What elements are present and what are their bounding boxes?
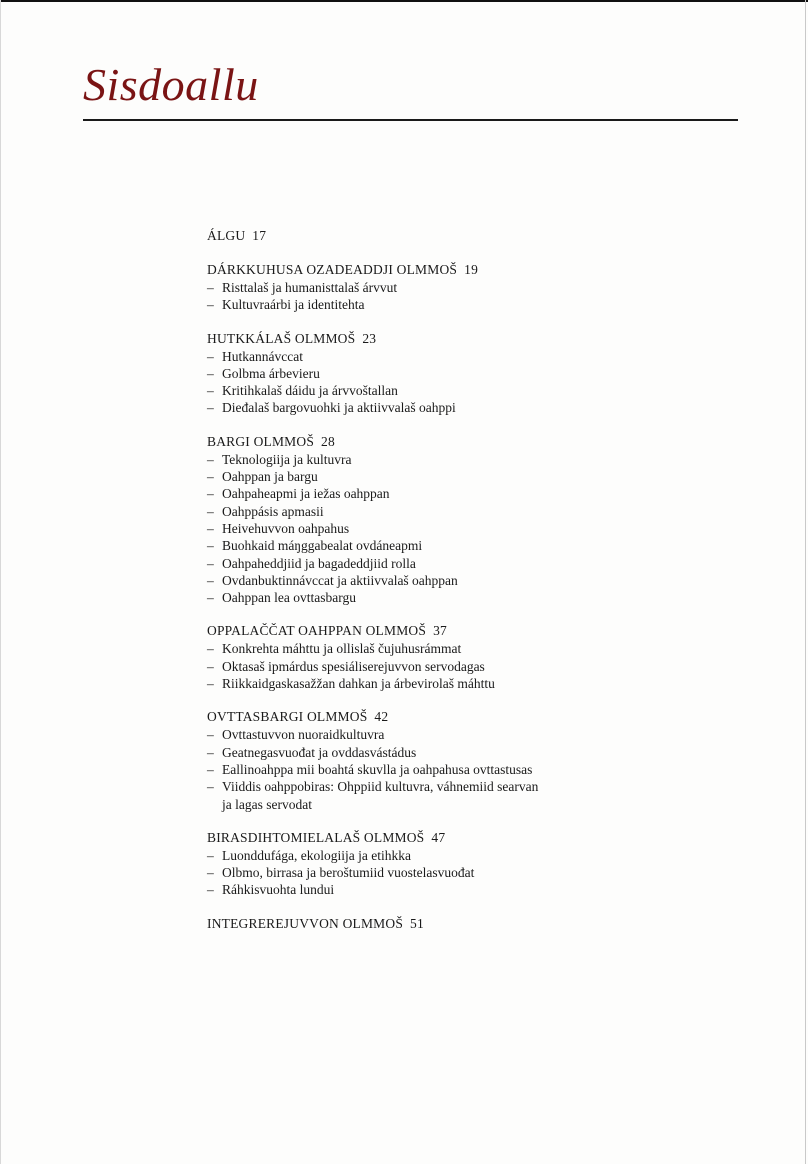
toc-section <box>207 330 727 417</box>
entry-label: Risttalaš ja humanisttalaš árvvut <box>222 280 398 295</box>
entry-label-continuation: ja lagas servodat <box>222 796 312 812</box>
toc-entry[interactable] <box>207 279 727 296</box>
page-title: Sisdoallu <box>83 59 259 110</box>
entry-label: Teknologiija ja kultuvra <box>222 451 352 467</box>
entry-label: Konkrehta máhttu ja ollislaš čujuhusrámmat <box>222 641 462 657</box>
entry-label: Golbma árbevieru <box>222 365 320 381</box>
toc-entry[interactable] <box>207 726 727 743</box>
entry-label: Oahpaheapmi ja iežas oahppan <box>222 486 390 502</box>
entry-dash: – <box>207 761 214 777</box>
entry-label: Ráhkisvuohta lundui <box>222 882 335 898</box>
section-title: HUTKKÁLAŠ OLMMOŠ <box>207 330 356 346</box>
toc-section <box>207 708 727 812</box>
entry-label: Hutkannávccat <box>222 348 303 364</box>
entry-dash: – <box>207 882 214 898</box>
entry-dash: – <box>207 865 214 881</box>
toc-entry[interactable] <box>207 864 727 881</box>
entry-dash: – <box>207 365 214 381</box>
toc-entry[interactable] <box>207 537 727 554</box>
entry-label: Riikkaidgaskasažžan dahkan ja árbevirolaš máhttu <box>222 676 495 692</box>
toc-entry[interactable] <box>207 485 727 502</box>
section-title: OPPALAČČAT OAHPPAN OLMMOŠ <box>207 623 427 639</box>
entry-dash: – <box>207 469 214 485</box>
toc-entry[interactable] <box>207 555 727 572</box>
entry-label: Eallinoahppa mii boahtá skuvlla ja oahpahusa ovttastusas <box>222 761 533 777</box>
entry-label: Geatnegasvuođat ja ovddasvástádus <box>222 744 417 760</box>
section-title: ÁLGU <box>207 228 246 243</box>
section-page-number: 28 <box>321 433 335 449</box>
toc-entry[interactable] <box>207 399 727 416</box>
entry-dash: – <box>207 451 214 467</box>
toc-section <box>207 829 727 899</box>
section-page-number: 23 <box>362 330 377 346</box>
toc-entry[interactable] <box>207 365 727 382</box>
toc-section-heading[interactable] <box>207 227 727 245</box>
toc-section <box>207 622 727 692</box>
toc-section-heading[interactable] <box>207 261 727 279</box>
toc-section-heading[interactable] <box>207 829 727 847</box>
toc-entry[interactable] <box>207 503 727 520</box>
page-left-edge <box>0 0 1 1164</box>
entry-dash: – <box>207 383 214 399</box>
toc-section-heading[interactable] <box>207 330 727 348</box>
entry-label: Oahppan lea ovttasbargu <box>222 590 356 606</box>
toc-section <box>207 433 727 607</box>
toc-entry[interactable] <box>207 881 727 898</box>
entry-dash: – <box>207 779 214 795</box>
entry-label: Kultuvraárbi ja identitehta <box>222 297 365 313</box>
entry-label: Kritihkalaš dáidu ja árvvoštallan <box>222 383 398 399</box>
entry-dash: – <box>207 486 214 502</box>
entry-label: Ovttastuvvon nuoraidkultuvra <box>222 727 385 743</box>
section-title: BARGI OLMMOŠ <box>207 433 315 449</box>
section-page-number: 17 <box>252 228 267 243</box>
entry-label: Dieđalaš bargovuohki ja aktiivvalaš oahppi <box>222 400 456 416</box>
toc-entry[interactable] <box>207 520 727 537</box>
toc-section-heading[interactable] <box>207 915 727 933</box>
toc-section-heading[interactable] <box>207 708 727 726</box>
section-page-number: 42 <box>374 709 389 725</box>
entry-label: Oahpaheddjiid ja bagadeddjiid rolla <box>222 555 416 571</box>
entry-dash: – <box>207 503 214 519</box>
entry-label: Heivehuvvon oahpahus <box>222 520 350 536</box>
toc-section <box>207 915 727 933</box>
entry-dash: – <box>207 348 214 364</box>
section-page-number: 51 <box>410 915 424 931</box>
section-title: INTEGREREJUVVON OLMMOŠ <box>207 915 404 931</box>
toc-entry[interactable] <box>207 675 727 692</box>
entry-label: Luonddufága, ekologiija ja etihkka <box>222 847 411 863</box>
entry-dash: – <box>207 676 214 692</box>
section-title: OVTTASBARGI OLMMOŠ <box>207 709 368 725</box>
toc-entry[interactable] <box>207 296 727 313</box>
entry-dash: – <box>207 641 214 657</box>
entry-label: Buohkaid máŋggabealat ovdáneapmi <box>222 538 423 554</box>
table-of-contents <box>207 227 727 949</box>
entry-dash: – <box>207 280 214 295</box>
page-right-edge <box>805 0 806 1164</box>
page-top-edge <box>0 0 808 2</box>
entry-label: Olbmo, birrasa ja beroštumiid vuostelasvuođat <box>222 865 475 881</box>
entry-dash: – <box>207 400 214 416</box>
toc-entry[interactable] <box>207 572 727 589</box>
section-title: BIRASDIHTOMIELALAŠ OLMMOŠ <box>207 829 425 845</box>
toc-entry[interactable] <box>207 589 727 606</box>
entry-dash: – <box>207 538 214 554</box>
toc-section-heading[interactable] <box>207 433 727 451</box>
entry-dash: – <box>207 297 214 313</box>
entry-label: Oahppásis apmasii <box>222 503 324 519</box>
toc-entry[interactable] <box>207 640 727 657</box>
entry-dash: – <box>207 658 214 674</box>
entry-label: Oktasaš ipmárdus spesiáliserejuvvon servodagas <box>222 658 485 674</box>
toc-section <box>207 227 727 245</box>
entry-dash: – <box>207 847 214 863</box>
toc-entry[interactable] <box>207 761 727 778</box>
toc-entry[interactable] <box>207 468 727 485</box>
toc-entry[interactable] <box>207 658 727 675</box>
section-page-number: 37 <box>433 623 447 639</box>
entry-dash: – <box>207 727 214 743</box>
toc-section-heading[interactable] <box>207 622 727 640</box>
entry-label: Viiddis oahppobiras: Ohppiid kultuvra, váhnemiid searvan <box>222 779 539 795</box>
toc-section <box>207 261 727 314</box>
entry-label: Oahppan ja bargu <box>222 469 318 485</box>
entry-label: Ovdanbuktinnávccat ja aktiivvalaš oahppan <box>222 572 458 588</box>
section-title: DÁRKKUHUSA OZADEADDJI OLMMOŠ <box>207 262 458 277</box>
entry-dash: – <box>207 520 214 536</box>
toc-entry[interactable] <box>207 382 727 399</box>
title-rule <box>83 119 738 121</box>
entry-dash: – <box>207 555 214 571</box>
entry-dash: – <box>207 590 214 606</box>
section-page-number: 19 <box>464 262 479 277</box>
entry-dash: – <box>207 572 214 588</box>
toc-entry[interactable] <box>207 348 727 365</box>
entry-dash: – <box>207 744 214 760</box>
section-page-number: 47 <box>431 829 446 845</box>
toc-entry[interactable] <box>207 451 727 468</box>
toc-entry[interactable] <box>207 847 727 864</box>
toc-entry[interactable] <box>207 744 727 761</box>
toc-entry[interactable] <box>207 778 727 813</box>
